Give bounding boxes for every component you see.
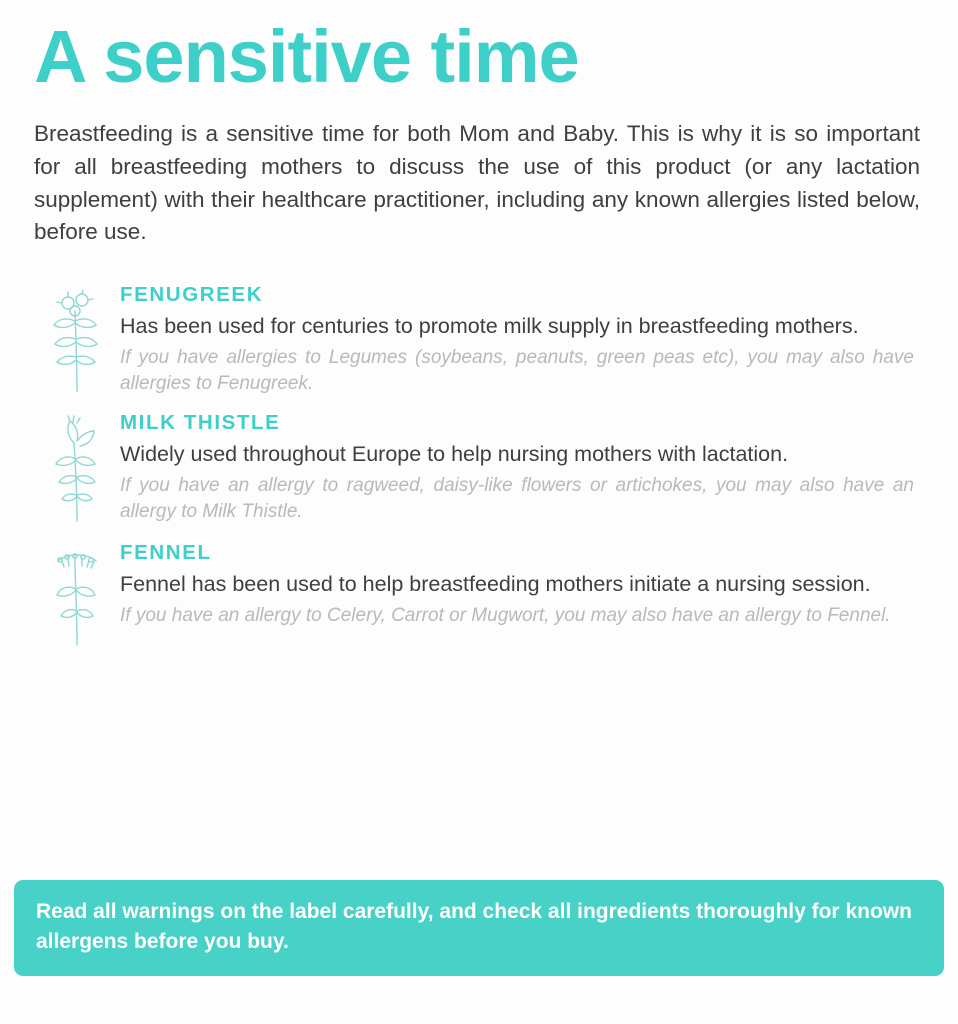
milk-thistle-plant-icon	[34, 411, 120, 527]
list-item-body	[120, 283, 924, 397]
ingredient-title: FENNEL	[120, 540, 212, 564]
fenugreek-plant-icon	[34, 283, 120, 397]
fennel-plant-icon	[34, 541, 120, 651]
list-item-body	[120, 411, 924, 525]
ingredient-description: Fennel has been used to help breastfeeding mothers initiate a nursing session.	[120, 571, 871, 596]
list-item-body	[120, 541, 924, 629]
page-title: A sensitive time	[34, 15, 579, 98]
ingredient-description: Has been used for centuries to promote milk supply in breastfeeding mothers.	[120, 313, 859, 338]
list-item	[34, 411, 924, 527]
warning-banner-text: Read all warnings on the label carefully, and check all ingredients thoroughly for known allergens before you buy.	[36, 900, 912, 954]
list-item	[34, 541, 924, 651]
ingredient-allergy-note: If you have an allergy to ragweed, daisy-like flowers or artichokes, you may also have an allergy to Milk Thistle.	[120, 474, 914, 522]
ingredient-allergy-note: If you have allergies to Legumes (soybeans, peanuts, green peas etc), you may also have allergies to Fenugreek.	[120, 346, 914, 394]
ingredient-title: FENUGREEK	[120, 282, 264, 306]
ingredient-list	[34, 283, 924, 651]
ingredient-title: MILK THISTLE	[120, 410, 281, 434]
intro-paragraph: Breastfeeding is a sensitive time for both Mom and Baby. This is why it is so important for all breastfeeding mothers to discuss the use of this product (or any lactation supplement) with their healthcare practitioner, including any known allergies listed below, before use.	[34, 121, 920, 245]
warning-banner	[14, 880, 944, 976]
ingredient-description: Widely used throughout Europe to help nursing mothers with lactation.	[120, 441, 789, 466]
ingredient-allergy-note: If you have an allergy to Celery, Carrot or Mugwort, you may also have an allergy to Fennel.	[120, 604, 891, 626]
list-item	[34, 283, 924, 397]
